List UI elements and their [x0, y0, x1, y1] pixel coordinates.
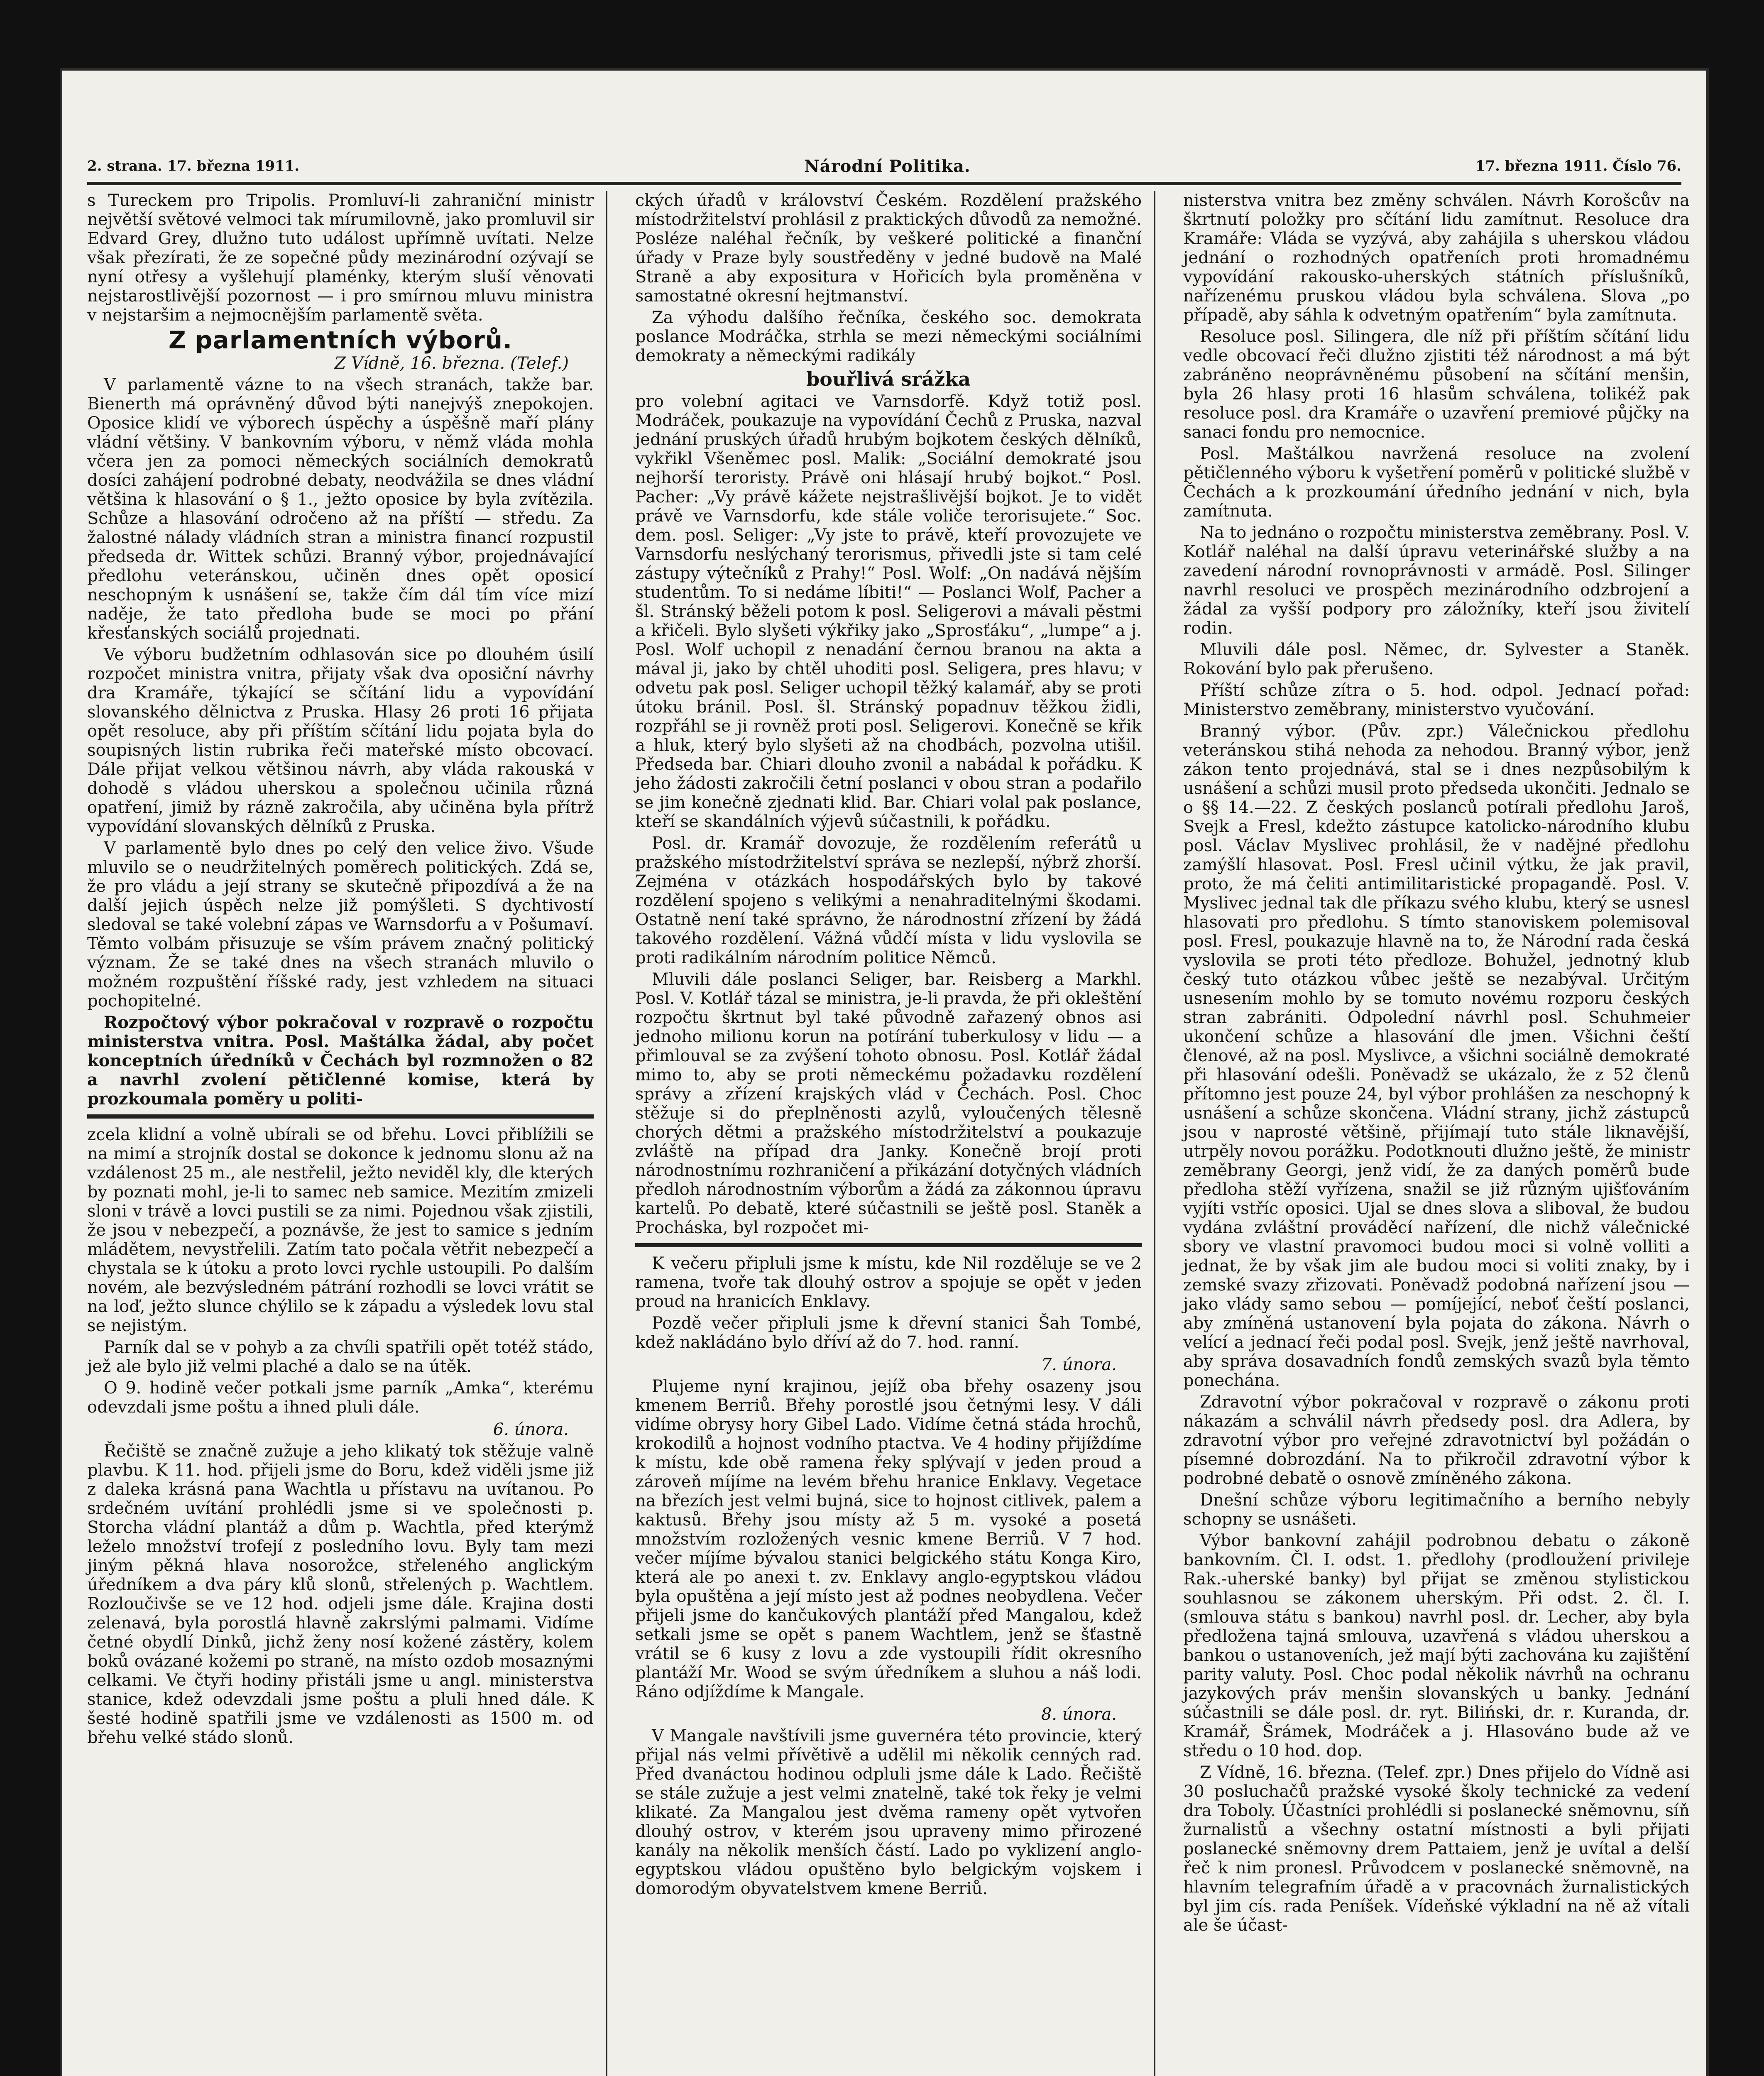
- column-3: [1183, 191, 1690, 1937]
- column-separator: [606, 191, 607, 2076]
- date-heading: 6. února.: [493, 1420, 569, 1439]
- paragraph: Pozdě večer připluli jsme k dřevní stanici Šah Tombé, kdež nakládáno bylo dříví až do 7. hod. ranní.: [635, 1314, 1142, 1352]
- paragraph: Z Vídně, 16. března. (Telef. zpr.) Dnes přijelo do Vídně asi 30 posluchačů pražské vysoké školy technické za vedení dra Toboly. Účastníci prohlédli si poslanecké sněmovnu, síň žurnalistů a všechny ostatní místnosti a byli přijati poslanecké sněmovny drem Pattaiem, jenž je uvítal a delší řeč k nim pronesl. Průvodcem v poslanecké sněmovně, na hlavním telegrafním úřadě a v pracovnách žurnalistických byl jim cís. rada Peníšek. Vídeňské výkladní na ně až vítali ale še účast-: [1183, 1763, 1690, 1935]
- paragraph: ckých úřadů v království Českém. Rozdělení pražského místodržitelství prohlásil z praktických důvodů za nemožné. Posléze naléhal řečník, by veškeré politické a finanční úřady v Praze byly soustředěny v jedné budově na Malé Straně a aby expositura v Hořicích byla proměněna v samostatné okresní hejtmanství.: [635, 191, 1142, 306]
- paragraph: O 9. hodině večer potkali jsme parník „Amka“, kterému odevzdali jsme poštu a ihned pluli dále.: [87, 1378, 594, 1417]
- newspaper-title: Národní Politika.: [804, 156, 971, 176]
- paragraph: Ve výboru budžetním odhlasován sice po dlouhém úsilí rozpočet ministra vnitra, přijaty však dva oposiční návrhy dra Kramáře, týkající se sčítání lidu a vypovídání slovanského dělnictva z Pruska. Hlasy 26 proti 16 přijata opět resoluce, aby při příštím sčítání lidu pojata byla do soupisných listin rubrika řeči mateřské místo obcovací. Dále přijat velkou většinou návrh, aby vláda rakouská v dohodě s vládou uherskou a společnou učinila různá opatření, jimiž by rázně zakročila, aby učiněna byla přítrž vypovídání slovanských dělníků z Pruska.: [87, 645, 594, 836]
- paragraph: pro volební agitaci ve Varnsdorfě. Když totiž posl. Modráček, poukazuje na vypovídání Čechů z Pruska, nazval jednání pruských úřadů hrubým bojkotem českých dělníků, vykřikl Všeněmec posl. Malik: „Sociální demokraté jsou nejhorší teroristy. Právě oni hlásají hrubý bojkot.“ Posl. Pacher: „Vy právě kážete nejstrašlivější bojkot. Je to vidět právě ve Varnsdorfu, kde stále voliče terorisujete.“ Soc. dem. posl. Seliger: „Vy jste to právě, kteří provozujete ve Varnsdorfu neslýchaný terorismus, přivedli jste si tam celé zástupy výtečníků z Prahy!“ Posl. Wolf: „On nadává nějším studentům. To si nedáme líbiti!“ — Poslanci Wolf, Pacher a šl. Stránský běželi potom k posl. Seligerovi a mávali pěstmi a křičeli. Bylo slyšeti výkřiky jako „Sprosťáku“, „lumpe“ a j. Posl. Wolf uchopil z nenadání černou branou na akta a mával ji, jako by chtěl uhoditi posl. Seligera, pres hlavu; v odvetu pak posl. Seliger uchopil těžký kalamář, aby se proti útoku bránil. Posl. šl. Stránský popadnuv těžkou židli, rozpřáhl se ji rovněž proti posl. Seligerovi. Konečně se křik a hluk, který bylo slyšeti až na chodbách, pozvolna utišil. Předseda bar. Chiari dlouho zvonil a nabádal k pořádku. K jeho žádosti zakročili četní poslanci v obou stran a podařilo se jim konečně zjednati klid. Bar. Chiari volal pak poslance, kteří se skandálních výjevů súčastnili, k pořádku.: [635, 392, 1142, 831]
- header-rule: [87, 182, 1681, 185]
- date-heading: 7. února.: [1041, 1355, 1117, 1374]
- dateline: Z Vídně, 16. března. (Telef.): [334, 354, 569, 373]
- page-header: [87, 154, 1681, 179]
- paragraph: Parník dal se v pohyb a za chvíli spatřili opět totéž stádo, jež ale bylo již velmi plaché a dalo se na útěk.: [87, 1338, 594, 1376]
- section-title: Z parlamentních výborů.: [168, 326, 513, 354]
- paragraph: Řečiště se značně zužuje a jeho klikatý tok stěžuje valně plavbu. K 11. hod. přijeli jsme do Boru, kdež viděli jsme již z daleka krásná pana Wachtla u přístavu na uvítanou. Po srdečném uvítání prohlédli jsme si ve společnosti p. Storcha vládní plantáž a dům p. Wachtla, před kterýmž leželo množství trofejí z posledního lovu. Byly tam mezi jiným pěkná hlava nosorožce, střeleného anglickým úředníkem a dva páry klů slonů, střelených p. Wachtlem. Rozloučivše se ve 12 hod. odjeli jsme dále. Krajina dosti zelenavá, byla porostlá hlavně zakrslými palmami. Vidíme četné obydlí Dinků, jichž ženy nosí kožené zástěry, kolem boků ovázané kožemi po straně, na místo ozdob mosaznými celkami. Ve čtyři hodiny přistáli jsme u angl. ministerstva stanice, kdež odevzdali jsme poštu a pluli hned dále. K šesté hodině spatřili jsme ve vzdálenosti as 1500 m. od břehu velké stádo slonů.: [87, 1442, 594, 1747]
- paragraph: Plujeme nyní krajinou, jejíž oba břehy osazeny jsou kmenem Berriů. Břehy porostlé jsou četnými lesy. V dáli vidíme obrysy hory Gibel Lado. Vidíme četná stáda hrochů, krokodilů a hojnost vodního ptactva. Ve 4 hodiny přijíždíme k místu, kde obě ramena řeky splývají v jeden proud a zároveň míjíme na levém břehu hranice Enklavy. Vegetace na březích jest velmi bujná, sice to hojnost citlivek, palem a kaktusů. Břehy jsou místy až 5 m. vysoké a posetá množstvím rozložených vesnic kmene Berriů. V 7 hod. večer míjíme bývalou stanici belgického státu Konga Kiro, která ale po anexi t. zv. Enklavy anglo-egyptskou vládou byla opuštěna a její místo jest až podnes neobydlena. Večer přijeli jsme do kančukových plantáží před Mangalou, kdež setkali jsme se opět s panem Wachtlem, jenž se šťastně vrátil se 6 kusy z lovu a zde vystoupili řídit okresního plantáží Mr. Wood se svým úředníkem a sluhou a náš lodi. Ráno odjíždíme k Mangale.: [635, 1377, 1142, 1701]
- paragraph: K večeru připluli jsme k místu, kde Nil rozděluje se ve 2 ramena, tvoře tak dlouhý ostrov a spojuje se opět v jeden proud na hranicích Enklavy.: [635, 1254, 1142, 1311]
- paragraph: Dnešní schůze výboru legitimačního a berního nebyly schopny se usnášeti.: [1183, 1491, 1690, 1529]
- feuilleton-rule: [87, 1114, 594, 1119]
- column-1: [87, 191, 594, 1750]
- paragraph: nisterstva vnitra bez změny schválen. Návrh Korošcův na škrtnutí položky pro sčítání lidu zamítnut. Resoluce dra Kramáře: Vláda se vyzývá, aby zahájila s uherskou vládou jednání o rozhodných opatřeních proti hromadnému vypovídání rakousko-uherských státních příslušníků, nařízenému pruskou vládou byla schválena. Slova „po případě, aby sáhla k odvetným opatřením“ byla zamítnuta.: [1183, 191, 1690, 325]
- newspaper-page: [62, 71, 1706, 2076]
- paragraph: Příští schůze zítra o 5. hod. odpol. Jednací pořad: Ministerstvo zeměbrany, ministerstvo vyučování.: [1183, 681, 1690, 719]
- paragraph: Rozpočtový výbor pokračoval v rozpravě o rozpočtu ministerstva vnitra. Posl. Maštálka žádal, aby počet konceptních úředníků v Čechách byl rozmnožen o 82 a navrhl zvolení pětičlenné komise, která by prozkoumala poměry u politi-: [87, 1013, 594, 1109]
- header-right: 17. března 1911. Číslo 76.: [1475, 158, 1681, 174]
- paragraph: Posl. dr. Kramář dovozuje, že rozdělením referátů u pražského místodržitelství správa se nezlepší, nýbrž zhorší. Zejména v otázkách hospodářských bylo by takové rozdělení spojeno s velikými a nenahraditelnými škodami. Ostatně není také správno, že národnostní zřízení by žádá takového rozdělení. Vážná vůdčí místa v lidu vyslovila se proti radikálním národním politice Němců.: [635, 834, 1142, 967]
- column-2: [635, 191, 1142, 1901]
- date-heading: 8. února.: [1041, 1705, 1117, 1724]
- column-separator: [1154, 191, 1155, 2076]
- paragraph: V Mangale navštívili jsme guvernéra této provincie, který přijal nás velmi přívětivě a udělil mi několik cenných rad. Před dvanáctou hodinou odpluli jsme dále k Lado. Řečiště se stále zužuje a jest velmi znatelně, také tok řeky je velmi klikaté. Za Mangalou jest dvěma rameny opět vytvořen dlouhý ostrov, v kterém jsou upraveny mimo přirozené kanály na několik menších částí. Lado po vyklizení anglo-egyptskou vládou opuštěno bylo belgickým vojskem i domorodým obyvatelstvem kmene Berriů.: [635, 1726, 1142, 1898]
- paragraph: V parlamentě vázne to na všech stranách, takže bar. Bienerth má oprávněný důvod býti nanejvýš znepokojen. Oposice klidí ve výborech úspěchy a úspěšně maří plány vládní většiny. V bankovním výboru, v němž vláda mohla včera jen za pomoci německých sociálních demokratů dosíci zahájení podrobné debaty, neodvážila se dnes vládní většina k hlasování o § 1., ježto oposice by byla zvítězila. Schůze a hlasování odročeno až na příští — středu. Za žalostné nálady vládních stran a ministra financí rozpustil předseda dr. Wittek schůzi. Branný výbor, projednávající předlohu veteránskou, učiněn dnes opět oposicí neschopným k usnášení se, takže čím dál tím více mizí naděje, že tato předloha bude se moci po přání křesťanských sociálů projednati.: [87, 375, 594, 643]
- paragraph: Zdravotní výbor pokračoval v rozpravě o zákonu proti nákazám a schválil návrh předsedy posl. dra Adlera, by zdravotní výbor pro veřejné zdravotnictví byl požádán o písemné dobrozdání. Na to přikročil zdravotní výbor k podrobné debatě o osnově zmíněného zákona.: [1183, 1393, 1690, 1488]
- header-left: 2. strana. 17. března 1911.: [87, 158, 300, 174]
- paragraph: Resoluce posl. Silingera, dle níž při příštím sčítání lidu vedle obcovací řeči dlužno zjistiti též národnost a má být zabráněno neoprávněnému působení na sčítání menšin, byla 26 hlasy proti 16 hlasům schválena, tolikéž pak resoluce posl. dra Kramáře o uzavření premiové půjčky na sanaci fondu pro nemocnice.: [1183, 327, 1690, 442]
- sub-title: bouřlivá srážka: [806, 368, 971, 390]
- feuilleton-rule: [635, 1243, 1142, 1247]
- paragraph: Na to jednáno o rozpočtu ministerstva zeměbrany. Posl. V. Kotlář naléhal na další úpravu veterinářské služby a na zavedení národní rovnoprávnosti v armádě. Posl. Silinger navrhl resoluci ve prospěch mezinárodního odzbrojení a žádal za vyšší podpory pro záložníky, kteří jsou živitelí rodin.: [1183, 523, 1690, 638]
- paragraph: Výbor bankovní zahájil podrobnou debatu o zákoně bankovním. Čl. I. odst. 1. předlohy (prodloužení privileje Rak.-uherské banky) byl přijat se změnou stylistickou souhlasnou se zákonem uherským. Při odst. 2. čl. I. (smlouva státu s bankou) navrhl posl. dr. Lecher, aby byla předložena tajná smlouva, uzavřená s vládou uherskou a bankou o ustanoveních, jež mají býti zachována ku zajištění parity valuty. Posl. Choc podal několik návrhů na ochranu jazykových práv menšin slovanských u banky. Jednání súčastnili se dále posl. dr. ryt. Biliński, dr. r. Kuranda, dr. Kramář, Šrámek, Modráček a j. Hlasováno bude až ve středu o 10 hod. dop.: [1183, 1531, 1690, 1760]
- paragraph: Posl. Maštálkou navržená resoluce na zvolení pětičlenného výboru k vyšetření poměrů v politické službě v Čechách a k prozkoumání úředního jednání v nich, byla zamítnuta.: [1183, 444, 1690, 521]
- paragraph: zcela klidní a volně ubírali se od břehu. Lovci přiblížili se na mimí a strojník dostal se dokonce k jednomu slonu až na vzdálenost 25 m., ale nestřelil, ježto neviděl kly, dle kterých by poznati mohl, je-li to samec neb samice. Mezitím zmizeli sloni v trávě a lovci pustili se za nimi. Pojednou však zjistili, že jsou v nebezpečí, a poznávše, že jest to samice s jedním mládětem, nevystřelili. Zatím tato počala větřit nebezpečí a chystala se k útoku a proto lovci rychle ustoupili. Po dalším novém, ale bezvýsledném pátrání rozhodli se lovci vrátit se na loď, ježto slunce chýlilo se k západu a výsledek lovu stal se nejistým.: [87, 1125, 594, 1335]
- paragraph: s Tureckem pro Tripolis. Promluví-li zahraniční ministr největší světové velmoci tak mírumilovně, jako promluvil sir Edvard Grey, dlužno tuto událost upřímně uvítati. Nelze však přezírati, že ze sopečné půdy mezinárodní ozývají se nyní otřesy a vyšlehují plaménky, kterým sluší věnovati nejstarostlivější pozornost — i pro smírnou mluvu ministra v nejstaršim a nejmocnějším parlamentě světa.: [87, 191, 594, 325]
- paragraph: Za výhodu dalšího řečníka, českého soc. demokrata poslance Modráčka, strhla se mezi německými sociálními demokraty a německými radikály: [635, 308, 1142, 365]
- paragraph: Mluvili dále posl. Němec, dr. Sylvester a Staněk. Rokování bylo pak přerušeno.: [1183, 640, 1690, 678]
- paragraph: Mluvili dále poslanci Seliger, bar. Reisberg a Markhl. Posl. V. Kotlář tázal se ministra, je-li pravda, že při okleštění rozpočtu škrtnut byl také původně zařazený obnos asi jednoho milionu korun na potírání tuberkulosy v lidu — a přimlouval se za zvýšení tohoto obnosu. Posl. Kotlář žádal mimo to, aby se proti německému požadavku rozdělení správy a zřízení krajských vlád v Čechách. Posl. Choc stěžuje si do přeplněnosti azylů, vyloučených tělesně chorých dětmi a pražského místodržitelství a poukazuje zvláště na případ dra Janky. Konečně brojí proti národnostnímu rozhraničení a přikázání dotyčných vládních předloh národnostním výborům a žádá za zákonnou úpravu kartelů. Po debatě, které súčastnili se ještě posl. Staněk a Procháska, byl rozpočet mi-: [635, 970, 1142, 1237]
- paragraph: V parlamentě bylo dnes po celý den velice živo. Všude mluvilo se o neudržitelných poměrech politických. Zdá se, že pro vládu a její strany se skutečně připozdívá a že na další jejich úspěch nelze již pomýšleti. S dychtivostí sledoval se také volební zápas ve Warnsdorfu a v Pošumaví. Těmto volbám přisuzuje se vším právem značný politický význam. Že se také dnes na všech stranách mluvilo o možném rozpuštění říšské rady, jest vzhledem na situaci pochopitelné.: [87, 839, 594, 1011]
- paragraph: Branný výbor. (Pův. zpr.) Válečnickou předlohu veteránskou stihá nehoda za nehodou. Branný výbor, jenž zákon tento projednává, stal se i dnes nezpůsobilým k usnášení a schůzi musil proto předseda ukončiti. Jednalo se o §§ 14.—22. Z českých poslanců potírali předlohu Jaroš, Svejk a Fresl, kdežto zástupce katolicko-národního klubu posl. Václav Myslivec prohlásil, že v nadějné předlohu zamýšlí hlasovat. Posl. Fresl učinil výtku, že jak pravil, proto, že má čeliti antimilitaristické propagandě. Posl. V. Myslivec jednal tak dle příkazu svého klubu, který se usnesl hlasovati pro předlohu. S tímto stanoviskem polemisoval posl. Fresl, poukazuje hlavně na to, že Národní rada česká vyslovila se proti této předloze. Bohužel, jednotný klub český tuto otázkou vůbec ještě se nezabýval. Určitým usnesením mohlo by se tomuto novému rozporu českých stran zabrániti. Odpolední návrhl posl. Schuhmeier ukončení schůze a hlasování dle jmen. Všichni čeští členové, až na posl. Myslivce, a všichni sociálně demokraté při hlasování odešli. Poněvadž se ukázalo, že z 52 členů přítomno jest pouze 24, byl výbor prohlášen za neschopný k usnášení a schůze skončena. Vládní strany, jichž zástupců jsou v naprosté většině, přijímají tuto stále liknavější, utrpěly novou porážku. Podotknouti dlužno ještě, že ministr zeměbrany Georgi, jenž vidí, že za daných poměrů bude předloha stěží vyřízena, snažil se již různým ujišťováním vyjíti vstříc oposici. Ujal se dnes slova a sliboval, že budou vydána zvláštní prováděcí nařízení, dle nichž válečnické sbory ve vlastní pravomoci budou moci si volně volliti a jednat, že by však jim ale budou moci si voliti znaky, by i zemské svazy zřizovati. Poněvadž podobná nařízení jsou — jako vlády samo sebou — pomíjející, neboť čeští poslanci, aby zmíněná ustanovení byla pojata do zákona. Návrh o velící a jednací řeči podal posl. Svejk, jenž ještě navrhoval, aby správa dosavadních fondů zemských svazů byla těmto ponechána.: [1183, 722, 1690, 1390]
